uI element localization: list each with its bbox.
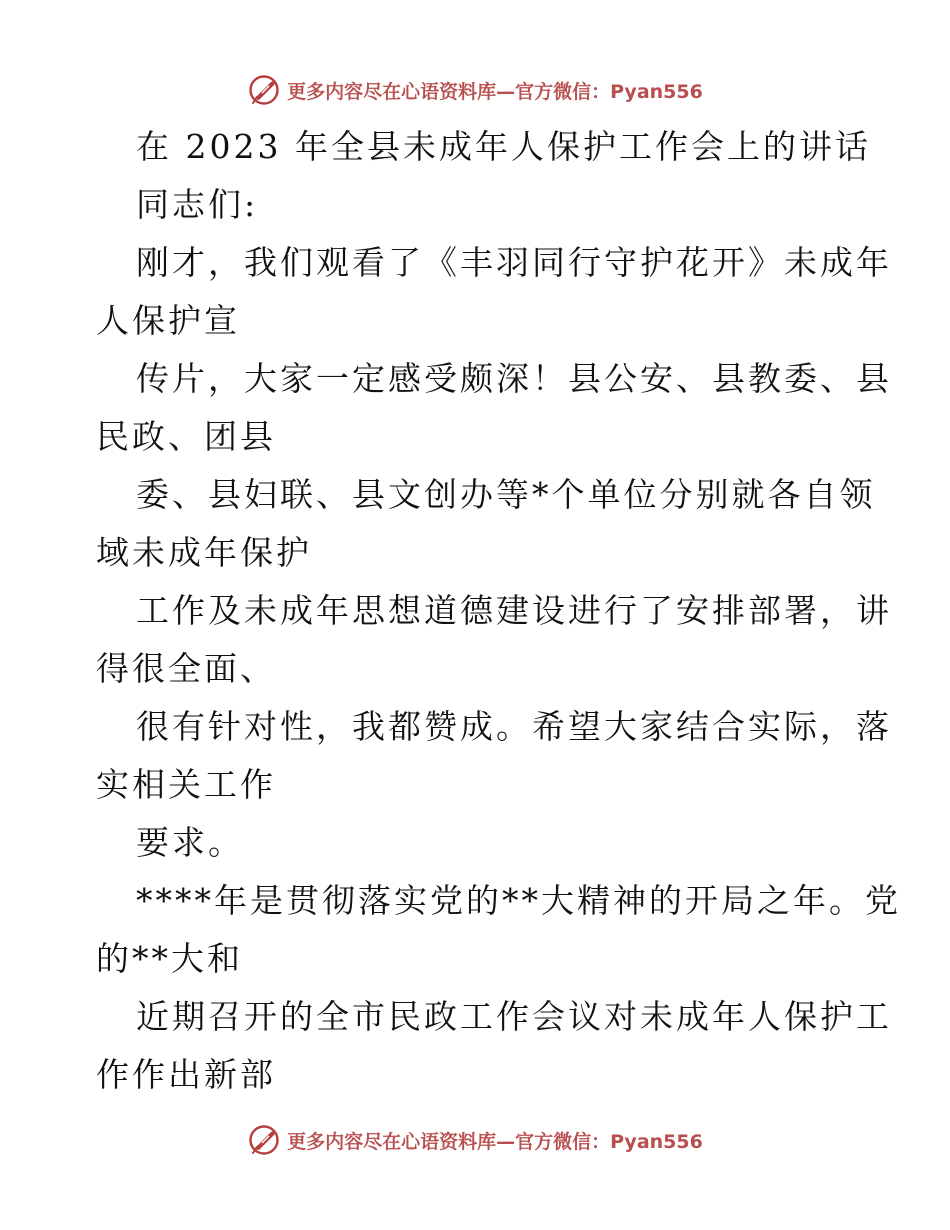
document-body (96, 118, 901, 1104)
text-line: ****年是贯彻落实党的**大精神的开局之年。党 (136, 881, 901, 920)
text-line: 民政、团县 (96, 417, 276, 456)
text-line: 很有针对性，我都赞成。希望大家结合实际，落 (136, 707, 892, 746)
quill-pen-logo-icon (247, 73, 281, 107)
quill-pen-logo-icon (247, 1123, 281, 1157)
text-line: 得很全面、 (96, 649, 276, 688)
text-line: 人保护宣 (96, 301, 240, 340)
document-title: 在 2023 年全县未成年人保护工作会上的讲话 (136, 127, 871, 166)
text-line: 近期召开的全市民政工作会议对未成年人保护工 (136, 997, 892, 1036)
text-line: 刚才，我们观看了《丰羽同行守护花开》未成年 (136, 243, 892, 282)
text-line: 作作出新部 (96, 1055, 276, 1094)
text-line: 的**大和 (96, 939, 243, 978)
text-line: 委、县妇联、县文创办等*个单位分别就各自领 (136, 475, 876, 514)
text-line: 工作及未成年思想道德建设进行了安排部署，讲 (136, 591, 892, 630)
text-line: 域未成年保护 (96, 533, 312, 572)
watermark-text: 更多内容尽在心语资料库—官方微信：Pyan556 (287, 1130, 703, 1153)
text-line: 实相关工作 (96, 765, 276, 804)
text-line: 传片，大家一定感受颇深！县公安、县教委、县 (136, 359, 892, 398)
watermark-text: 更多内容尽在心语资料库—官方微信：Pyan556 (287, 80, 703, 103)
footer-watermark (0, 1120, 950, 1160)
text-line: 同志们: (136, 185, 259, 224)
text-line: 要求。 (136, 823, 244, 862)
header-watermark (0, 70, 950, 110)
